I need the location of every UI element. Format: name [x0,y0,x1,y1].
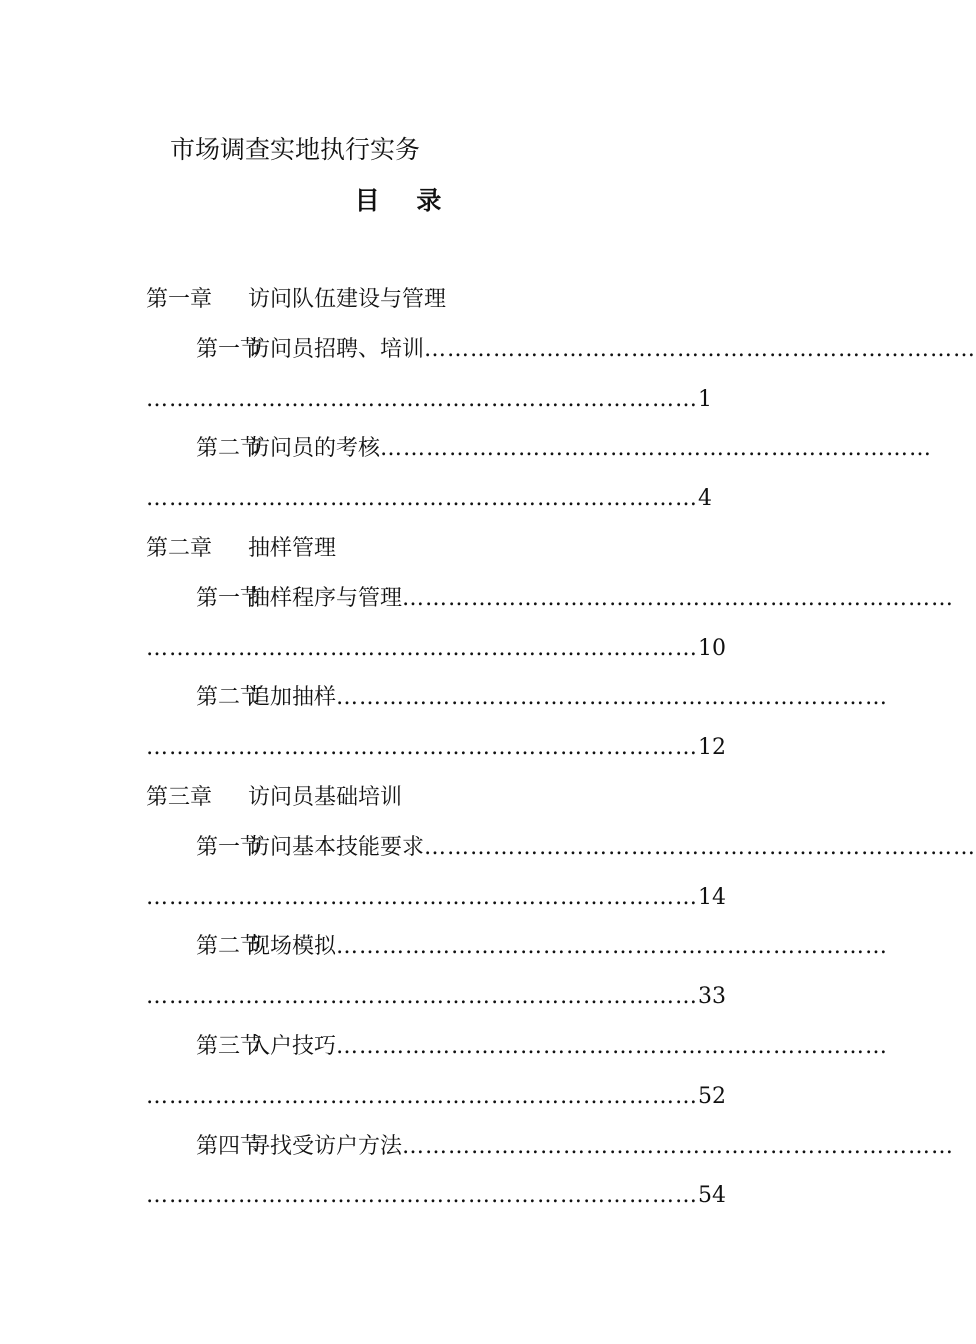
dot-leader: ……………………………………………………………… [402,585,955,611]
toc-heading: 目 录 [354,186,456,215]
section-number: 第三节 [196,1033,263,1059]
page-number: 1 [698,386,712,412]
table-of-contents [146,280,976,1226]
dot-leader: ……………………………………………………………… [336,1033,889,1059]
page-number: 12 [698,735,726,761]
dot-leader: ……………………………………………………………… [146,386,698,412]
section-title: 追加抽样 [248,685,337,711]
section-title: 入户技巧 [248,1033,337,1059]
chapter-title: 抽样管理 [248,535,337,561]
dot-leader: ……………………………………………………………… [146,884,698,910]
section-number: 第二节 [196,685,263,711]
dot-leader: ……………………………………………………………… [424,834,976,860]
dot-leader: ……………………………………………………………… [146,984,698,1010]
chapter-title: 访问员基础培训 [248,784,403,810]
page-number: 52 [698,1083,726,1109]
dot-leader: ……………………………………………………………… [146,1083,698,1109]
toc-section[interactable] [146,1127,955,1177]
section-number: 第一节 [196,336,263,362]
dot-leader: ……………………………………………………………… [336,685,889,711]
page-number: 10 [698,635,726,661]
dot-leader: ……………………………………………………………… [146,486,698,512]
toc-chapter[interactable] [146,280,836,330]
toc-section[interactable] [146,1027,889,1077]
section-title: 现场模拟 [248,934,337,960]
toc-page-line[interactable] [146,878,726,928]
toc-page-line[interactable] [146,479,712,529]
dot-leader: ……………………………………………………………… [336,934,889,960]
toc-chapter[interactable] [146,529,836,579]
chapter-number: 第一章 [146,287,213,312]
section-title: 访问员招聘、培训 [248,336,425,362]
toc-section[interactable] [146,429,933,479]
section-number: 第一节 [196,834,263,860]
dot-leader: ……………………………………………………………… [424,336,976,362]
section-number: 第四节 [196,1133,263,1159]
dot-leader: ……………………………………………………………… [146,735,698,761]
section-title: 寻找受访户方法 [248,1133,403,1159]
toc-section[interactable] [146,927,889,977]
document-title: 市场调查实地执行实务 [170,135,421,164]
section-number: 第一节 [196,585,263,611]
chapter-number: 第三章 [146,784,213,810]
section-title: 抽样程序与管理 [248,585,403,611]
dot-leader: ……………………………………………………………… [402,1133,955,1159]
dot-leader: ……………………………………………………………… [380,436,933,462]
section-title: 访问员的考核 [248,436,381,462]
toc-page-line[interactable] [146,629,726,679]
page-number: 33 [698,984,726,1010]
toc-section[interactable] [146,579,955,629]
page-number: 14 [698,884,726,910]
section-number: 第二节 [196,436,263,462]
dot-leader: ……………………………………………………………… [146,1183,698,1209]
toc-section[interactable] [146,678,889,728]
toc-chapter[interactable] [146,778,836,828]
chapter-title: 访问队伍建设与管理 [248,287,447,312]
toc-page-line[interactable] [146,1077,726,1127]
section-title: 访问基本技能要求 [248,834,425,860]
toc-page-line[interactable] [146,728,726,778]
toc-section[interactable] [146,330,976,380]
page-number: 54 [698,1183,726,1209]
toc-page-line[interactable] [146,1176,726,1226]
chapter-number: 第二章 [146,535,213,561]
toc-page-line[interactable] [146,380,712,430]
section-number: 第二节 [196,934,263,960]
toc-page-line[interactable] [146,977,726,1027]
dot-leader: ……………………………………………………………… [146,635,698,661]
toc-section[interactable] [146,828,976,878]
page-number: 4 [698,486,712,512]
